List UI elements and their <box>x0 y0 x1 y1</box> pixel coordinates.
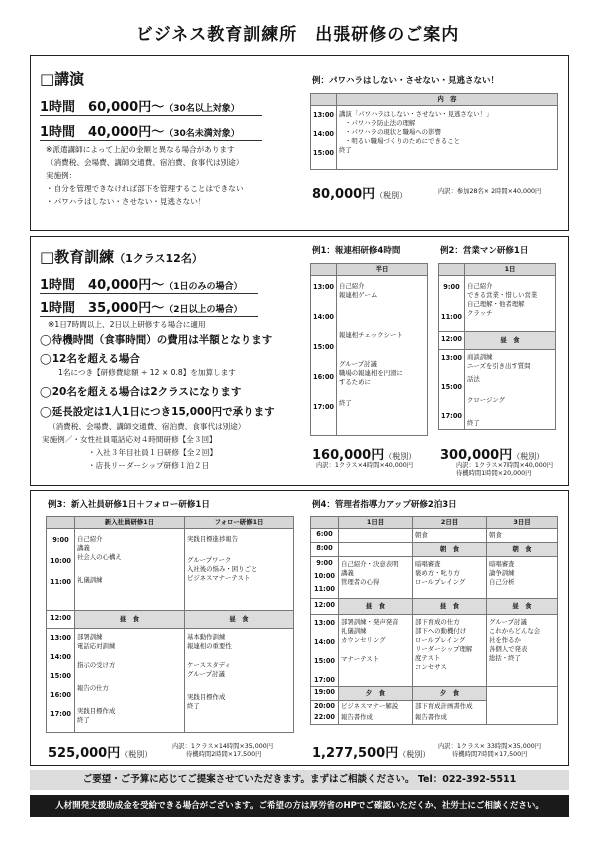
content-line: クラッチ <box>467 309 493 317</box>
content-line: 終了 <box>339 399 352 407</box>
lecture-price-2 <box>40 121 262 141</box>
content-line: 報連相チェックシート <box>339 331 403 339</box>
time: 13:00 <box>441 354 462 362</box>
content-line: 礼儀訓練 <box>77 576 103 584</box>
content-line: 講演「パワハラはしない・させない・見逃さない！」 <box>339 110 493 118</box>
time: 11:00 <box>441 313 462 321</box>
col-header: 内 容 <box>337 94 558 106</box>
ex1-price-tax: （税別） <box>384 452 417 461</box>
content-cell <box>75 529 185 611</box>
lunch-cell: 昼 食 <box>487 599 558 615</box>
time: 17:00 <box>313 403 334 411</box>
dinner-cell: 夕 食 <box>413 687 487 701</box>
content-line: 部署訓練・発声発音 <box>341 618 399 626</box>
content-line: ・パワハラの現状と職場への影響 <box>345 128 441 136</box>
time: 13:00 <box>50 634 71 642</box>
training-rule-1: ◯待機時間（食事時間）の費用は半額となります <box>40 334 273 346</box>
ex2-price-value: 300,000円 <box>440 448 513 463</box>
breakfast-cell: 朝 食 <box>487 543 558 557</box>
time: 12:00 <box>441 335 462 343</box>
content-line: マナーテスト <box>341 655 380 663</box>
content-cell <box>339 557 413 599</box>
time-cell <box>439 350 465 430</box>
content-cell <box>465 350 556 430</box>
content-cell <box>413 557 487 599</box>
content-cell <box>185 629 294 733</box>
lunch-cell: 昼 食 <box>185 611 294 629</box>
content-line: 論争訓練 <box>489 569 515 577</box>
training-heading-sub: （1クラス12名） <box>114 252 203 265</box>
ex4-price-value: 1,277,500円 <box>312 746 399 761</box>
contact-banner: ご要望・ご予算に応じてご提案させていただきます。まずはご相談ください。 Tel：022-392-5511 <box>30 770 569 790</box>
content-line: 終了 <box>77 716 90 724</box>
time: 16:00 <box>313 373 334 381</box>
content-line: 部下育成計画書作成 <box>415 702 473 710</box>
ex1-price <box>312 444 416 463</box>
page-title: ビジネス教育訓練所 出張研修のご案内 <box>135 25 460 45</box>
lecture-price-1-sub: （30名以上対象） <box>164 104 240 114</box>
content-line: 部下への動機付け <box>415 627 467 635</box>
col-header: 半日 <box>337 264 428 276</box>
training-note: 実施例／・女性社員電話応対４時間研修【全３回】 <box>42 435 217 444</box>
content-line: 終了 <box>187 702 200 710</box>
content-line: コンセサス <box>415 663 447 671</box>
content-line: 自己紹介 <box>339 282 365 290</box>
lecture-note: ・自分を管理できなければ部下を管理することはできない <box>46 184 244 193</box>
time: 11:00 <box>50 578 71 586</box>
ex2-breakdown-line: 内訳：1クラス×7時間×40,000円 <box>456 462 554 469</box>
time-cell <box>311 701 339 725</box>
content-line: グループ討議 <box>339 360 377 368</box>
time-cell <box>47 629 75 733</box>
time-cell <box>311 276 337 436</box>
time-cell <box>311 557 339 599</box>
content-line: 自己紹介・決意表明 <box>341 560 399 568</box>
time: 20:00 <box>314 702 335 710</box>
lecture-note: ・パワハラはしない・させない・見逃さない！ <box>46 197 206 206</box>
training-rule-4: ◯延長設定は1人1日につき15,000円で承ります <box>40 406 275 418</box>
lecture-note: ※派遣講師によって上記の金額と異なる場合があります <box>46 145 235 154</box>
wake-cell: 朝食 <box>413 529 487 543</box>
content-line: 度テスト <box>415 654 441 662</box>
time-cell <box>311 529 339 543</box>
content-line: 終了 <box>467 419 480 427</box>
content-line: カウンセリング <box>341 636 386 644</box>
time: 14:00 <box>50 653 71 661</box>
lecture-price-1 <box>40 96 262 116</box>
content-line: 実践目標進捗報告 <box>187 535 239 543</box>
content-line: 電話応対訓練 <box>77 642 116 650</box>
content-line: 自己紹介 <box>77 535 103 543</box>
lecture-example-table <box>310 93 558 170</box>
time: 10:00 <box>314 572 335 580</box>
ex1-table <box>310 263 428 436</box>
content-line: ロールプレイング <box>415 578 466 586</box>
content-line: ケーススタディ <box>187 661 231 669</box>
content-line: 礼儀訓練 <box>341 627 367 635</box>
training-note: ・入社３年目社員１日研修【全２回】 <box>88 448 218 457</box>
time-cell <box>439 332 465 350</box>
time: 9:00 <box>52 536 69 544</box>
lecture-notes <box>46 143 243 208</box>
training-heading-main: □教育訓練 <box>40 248 115 266</box>
empty-cell <box>487 687 558 725</box>
time: 8:00 <box>316 544 333 552</box>
content-line: できる営業・惜しい営業 <box>467 291 538 299</box>
content-cell <box>185 529 294 611</box>
content-line: するために <box>339 378 371 386</box>
content-line: 講義 <box>341 569 354 577</box>
content-line: 話法 <box>467 375 480 383</box>
training-note: ※1日7時間以上、2日以上研修する場合に適用 <box>48 320 206 329</box>
content-line: 自己分析 <box>489 578 515 586</box>
content-cell <box>487 557 558 599</box>
lecture-note: 実施例： <box>46 171 77 180</box>
time: 6:00 <box>316 530 333 538</box>
ex4-breakdown-line: 待機時間7時間×17,500円 <box>452 751 528 758</box>
content-line: 暗唱審査 <box>415 560 441 568</box>
content-line: 社を作るか <box>489 636 521 644</box>
content-line: これからどんな会 <box>489 627 541 635</box>
content-cell <box>487 615 558 687</box>
time-cell <box>47 611 75 629</box>
time-cell <box>439 276 465 332</box>
content-cell <box>413 701 487 725</box>
content-cell <box>75 629 185 733</box>
content-line: 商談訓練 <box>467 353 493 361</box>
time-header <box>47 517 75 529</box>
content-line: 報連相ゲーム <box>339 291 378 299</box>
training-price-2 <box>40 297 258 317</box>
ex4-breakdown <box>438 743 541 759</box>
col-header: 1日目 <box>339 517 413 529</box>
ex4-price-tax: （税別） <box>398 750 431 759</box>
content-line: 暗唱審査 <box>489 560 515 568</box>
ex3-heading: 例3：新入社員研修1日＋フォロー研修1日 <box>48 500 210 510</box>
ex2-heading: 例2：営業マン研修1日 <box>440 246 529 256</box>
lunch-cell: 昼 食 <box>413 599 487 615</box>
content-cell <box>413 615 487 687</box>
time: 17:00 <box>314 676 335 684</box>
empty-cell <box>339 543 413 557</box>
content-line: 褒め方・叱り方 <box>415 569 460 577</box>
time: 17:00 <box>50 710 71 718</box>
ex2-price-tax: （税別） <box>512 452 545 461</box>
time: 19:00 <box>314 688 335 696</box>
content-line: リーダーシップ理解 <box>415 645 473 653</box>
training-price-1-main: 1時間 40,000円〜 <box>40 278 165 293</box>
content-line: 実践目標作成 <box>77 707 116 715</box>
ex4-price <box>312 742 430 761</box>
content-line: 基本動作訓練 <box>187 633 226 641</box>
col-header: フォロー研修1日 <box>185 517 294 529</box>
time: 16:00 <box>50 691 71 699</box>
time-cell <box>311 106 337 170</box>
ex3-table <box>46 516 294 733</box>
content-line: 自己理解・他者理解 <box>467 300 525 308</box>
time: 9:00 <box>316 559 333 567</box>
time: 13:00 <box>314 619 335 627</box>
lecture-price-1-main: 1時間 60,000円〜 <box>40 100 165 115</box>
time-cell <box>311 543 339 557</box>
time: 12:00 <box>50 614 71 622</box>
ex2-price <box>440 444 544 463</box>
wake-cell: 朝食 <box>487 529 558 543</box>
content-cell <box>337 276 428 436</box>
content-line: ロールプレイング <box>415 636 466 644</box>
lunch-cell: 昼 食 <box>339 599 413 615</box>
time: 12:00 <box>314 601 335 609</box>
subsidy-footer: 人材開発支援助成金を受給できる場合がございます。ご希望の方は厚労省のHPでご確認いただくか、社労士にご相談ください。 <box>30 795 569 817</box>
content-line: グループワーク <box>187 556 232 564</box>
content-line: グループ討議 <box>187 670 225 678</box>
ex3-price-value: 525,000円 <box>48 746 121 761</box>
training-heading <box>40 246 203 267</box>
training-price-1 <box>40 274 258 294</box>
content-line: ・パワハラ防止法の理解 <box>345 119 416 127</box>
training-rule-2: ◯12名を超える場合 <box>40 353 140 365</box>
time: 15:00 <box>313 149 334 157</box>
content-line: ニーズを引き出す質問 <box>467 362 531 370</box>
ex2-breakdown <box>456 462 553 478</box>
training-rule-2-note: 1名につき【研修費総額 ÷ 12 × 0.8】を加算します <box>58 368 236 377</box>
training-rule-3: ◯20名を超える場合は2クラスになります <box>40 386 242 398</box>
ex4-breakdown-line: 内訳：1クラス× 33時間×35,000円 <box>438 743 542 750</box>
ex2-breakdown-line: 待機時間1時間×20,000円 <box>456 470 532 477</box>
lecture-price-2-main: 1時間 40,000円〜 <box>40 125 165 140</box>
content-line: 実践目標作成 <box>187 693 226 701</box>
content-cell <box>465 276 556 332</box>
col-header: 3日目 <box>487 517 558 529</box>
content-line: 講義 <box>77 544 90 552</box>
ex1-price-value: 160,000円 <box>312 448 385 463</box>
breakfast-cell: 朝 食 <box>413 543 487 557</box>
time: 10:00 <box>50 557 71 565</box>
content-line: ビジネスマナー解説 <box>341 702 399 710</box>
content-line: ・明るい職場づくりのためにできること <box>345 137 461 145</box>
training-price-2-sub: （2日以上の場合） <box>164 305 243 315</box>
content-line: 社会人の心構え <box>77 553 122 561</box>
lecture-breakdown: 内訳：参加28名× 2時間×40,000円 <box>438 188 542 195</box>
content-line: 指示の受け方 <box>77 661 116 669</box>
lecture-price <box>312 183 407 202</box>
content-cell <box>339 701 413 725</box>
content-line: 報告の仕方 <box>77 684 109 692</box>
content-line: 入社後の悩み・困りごと <box>187 565 258 573</box>
time-cell <box>311 599 339 615</box>
lecture-note: （消費税、会場費、講師交通費、宿泊費、食事代は別途） <box>46 158 244 167</box>
time-header <box>439 264 465 276</box>
ex3-price-tax: （税別） <box>120 750 153 759</box>
time: 15:00 <box>313 343 334 351</box>
time-header <box>311 517 339 529</box>
lecture-heading: □講演 <box>40 70 85 88</box>
content-line: グループ討議 <box>489 618 527 626</box>
content-line: 部下育成の仕方 <box>415 618 460 626</box>
content-line: 各個人で発表 <box>489 645 528 653</box>
time-header <box>311 264 337 276</box>
time: 15:00 <box>314 657 335 665</box>
content-line: クロージング <box>467 396 505 404</box>
training-price-1-sub: （1日のみの場合） <box>164 282 243 292</box>
lecture-price-tax: （税別） <box>375 191 408 200</box>
training-note: （消費税、会場費、講師交通費、宿泊費、食事代は別途） <box>48 422 246 431</box>
training-price-2-main: 1時間 35,000円〜 <box>40 301 165 316</box>
empty-cell <box>339 529 413 543</box>
training-notes <box>42 420 246 472</box>
content-line: 自己紹介 <box>467 282 493 290</box>
time-header <box>311 94 337 106</box>
content-cell <box>339 615 413 687</box>
content-line: 部署訓練 <box>77 633 103 641</box>
time: 11:00 <box>314 585 335 593</box>
ex3-breakdown-line: 待機時間2時間×17,500円 <box>186 751 262 758</box>
content-line: 職場の報連相を円滑に <box>339 369 403 377</box>
time-cell <box>47 529 75 611</box>
ex3-breakdown-line: 内訳：1クラス×14時間×35,000円 <box>172 743 274 750</box>
time: 9:00 <box>443 283 460 291</box>
lunch-cell: 昼 食 <box>75 611 185 629</box>
content-line: ビジネスマナーテスト <box>187 574 251 582</box>
ex4-heading: 例4：管理者指導力アップ研修2泊3日 <box>312 500 457 510</box>
content-line: 総括・終了 <box>489 654 521 662</box>
ex4-table <box>310 516 558 725</box>
col-header: 1日 <box>465 264 556 276</box>
ex2-table <box>438 263 556 430</box>
ex1-heading: 例1：報連相研修4時間 <box>312 246 401 256</box>
time: 14:00 <box>314 638 335 646</box>
time-cell <box>311 615 339 687</box>
content-line: 管理者の心得 <box>341 578 380 586</box>
dinner-cell: 夕 食 <box>339 687 413 701</box>
time: 15:00 <box>441 383 462 391</box>
ex3-breakdown <box>172 743 273 759</box>
lecture-price-2-sub: （30名未満対象） <box>164 129 240 139</box>
time: 14:00 <box>313 313 334 321</box>
content-line: 報連相の重要性 <box>187 642 232 650</box>
time: 17:00 <box>441 412 462 420</box>
time: 15:00 <box>50 672 71 680</box>
time: 22:00 <box>314 713 335 721</box>
ex3-price <box>48 742 152 761</box>
time: 13:00 <box>313 283 334 291</box>
col-header: 新入社員研修1日 <box>75 517 185 529</box>
lecture-price-value: 80,000円 <box>312 187 376 202</box>
content-line: 終了 <box>339 146 352 154</box>
ex1-breakdown: 内訳：1クラス×4時間×40,000円 <box>316 462 414 469</box>
content-line: 報告書作成 <box>341 713 373 721</box>
lecture-example-heading: 例：パワハラはしない・させない・見逃さない！ <box>312 76 500 86</box>
content-line: 報告書作成 <box>415 713 447 721</box>
time: 14:00 <box>313 130 334 138</box>
col-header: 2日目 <box>413 517 487 529</box>
lunch-cell: 昼 食 <box>465 332 556 350</box>
content-cell <box>337 106 558 170</box>
time-cell <box>311 687 339 701</box>
time: 13:00 <box>313 111 334 119</box>
training-note: ・店長リーダーシップ研修１泊２日 <box>88 461 210 470</box>
